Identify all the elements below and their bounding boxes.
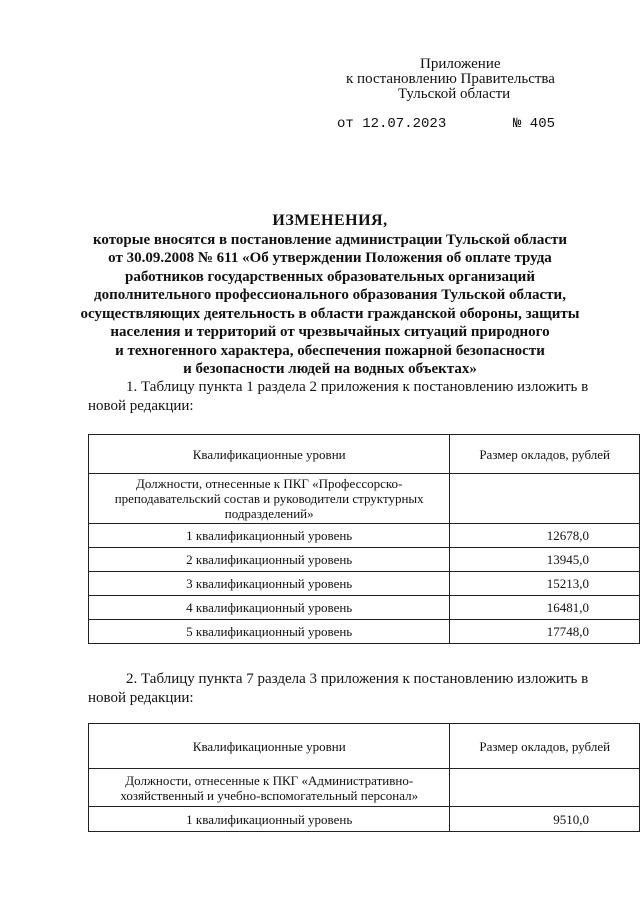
table-row <box>89 620 640 644</box>
salary-cell: 12678,0 <box>450 524 640 548</box>
salary-table-2 <box>88 723 640 832</box>
level-cell: 3 квалификационный уровень <box>89 572 450 596</box>
table-row <box>89 596 640 620</box>
title-line: и техногенного характера, обеспечения пожарной безопасности <box>115 342 545 359</box>
header-salary: Размер окладов, рублей <box>450 435 640 474</box>
annex-title: Приложение <box>420 56 501 72</box>
level-cell: 4 квалификационный уровень <box>89 596 450 620</box>
table-row <box>89 548 640 572</box>
header-salary: Размер окладов, рублей <box>450 724 640 769</box>
title-line: дополнительного профессионального образования Тульской области, <box>94 287 566 303</box>
table-header-row <box>89 435 640 474</box>
group-label: Должности, отнесенные к ПКГ «Административно-хозяйственный и учебно-вспомогательный персонал» <box>89 769 450 807</box>
salary-cell: 15213,0 <box>450 572 640 596</box>
title-line: которые вносятся в постановление администрации Тульской области <box>92 231 567 248</box>
title-line: работников государственных образовательных организаций <box>125 268 535 285</box>
salary-cell: 13945,0 <box>450 548 640 572</box>
salary-cell: 17748,0 <box>450 620 640 644</box>
title-line: и безопасности людей на водных объектах» <box>183 361 477 377</box>
header-levels: Квалификационные уровни <box>89 724 450 769</box>
table-row <box>89 807 640 832</box>
group-salary-empty <box>450 474 640 524</box>
annex-number: № 405 <box>513 116 556 132</box>
paragraph-1: 1. Таблицу пункта 1 раздела 2 приложения к постановлению изложить в новой редакции: <box>88 379 589 414</box>
title-line: от 30.09.2008 № 611 «Об утверждении Положения об оплате труда <box>108 250 552 266</box>
level-cell: 1 квалификационный уровень <box>89 524 450 548</box>
title-line: населения и территорий от чрезвычайных ситуаций природного <box>110 324 550 340</box>
group-label: Должности, отнесенные к ПКГ «Профессорско-преподавательский состав и руководители структурных подразделений» <box>89 474 450 524</box>
header-levels: Квалификационные уровни <box>89 435 450 474</box>
salary-table-1 <box>88 434 640 644</box>
level-cell: 5 квалификационный уровень <box>89 620 450 644</box>
annex-line-2: к постановлению Правительства <box>346 71 555 87</box>
annex-date: от 12.07.2023 <box>337 116 447 132</box>
level-cell: 1 квалификационный уровень <box>89 807 450 832</box>
document-title <box>60 212 600 379</box>
table-row <box>89 524 640 548</box>
group-salary-empty <box>450 769 640 807</box>
annex-line-3: Тульской области <box>398 86 511 102</box>
salary-cell: 16481,0 <box>450 596 640 620</box>
group-row <box>89 769 640 807</box>
level-cell: 2 квалификационный уровень <box>89 548 450 572</box>
title-heading: ИЗМЕНЕНИЯ, <box>272 212 388 229</box>
group-row <box>89 474 640 524</box>
table-row <box>89 572 640 596</box>
table-header-row <box>89 724 640 769</box>
salary-cell: 9510,0 <box>450 807 640 832</box>
paragraph-2: 2. Таблицу пункта 7 раздела 3 приложения к постановлению изложить в новой редакции: <box>88 671 589 706</box>
title-line: осуществляющих деятельность в области гражданской обороны, защиты <box>80 305 580 322</box>
